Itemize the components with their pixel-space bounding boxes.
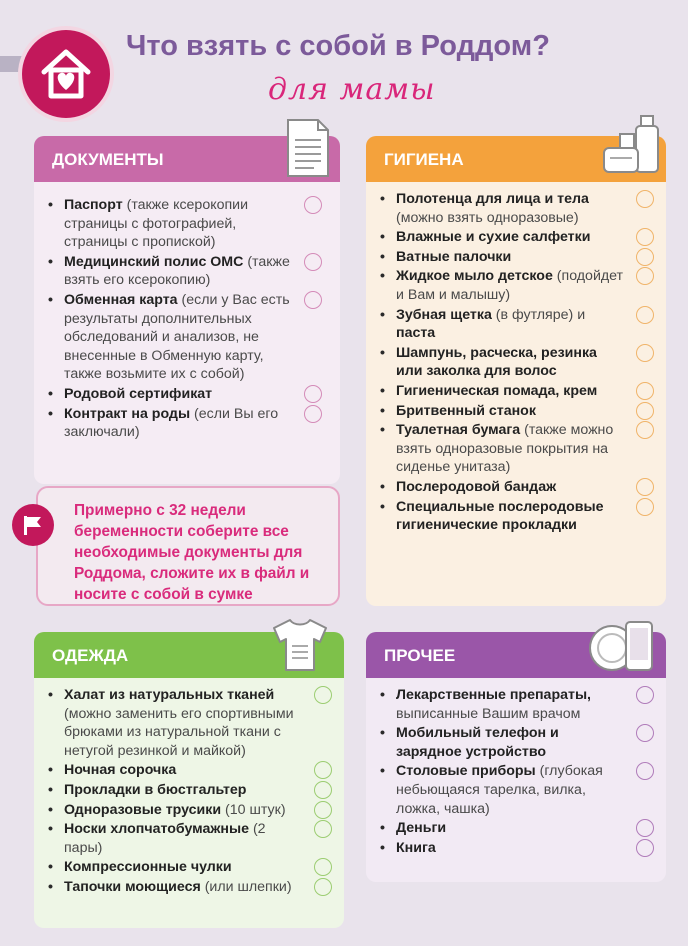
checkbox-circle[interactable] (304, 291, 322, 309)
checkbox-circle[interactable] (636, 248, 654, 266)
section-title: ГИГИЕНА (366, 136, 666, 182)
item-label: Носки хлопчатобумажные (64, 821, 249, 838)
item-label: Компрессионные чулки (64, 859, 232, 876)
checklist-item (366, 306, 666, 343)
other-list (366, 686, 666, 858)
item-label: Влажные и сухие салфетки (396, 229, 591, 246)
checkbox-circle[interactable] (314, 820, 332, 838)
checklist-item (34, 858, 344, 877)
checkbox-circle[interactable] (314, 686, 332, 704)
toiletries-icon (600, 112, 664, 176)
section-hygiene (366, 136, 666, 606)
item-label: Книга (396, 839, 436, 856)
item-note: (или шлепки) (200, 878, 292, 895)
house-heart-icon (36, 44, 96, 104)
item-label: Зубная щетка (396, 306, 492, 323)
checklist-item (34, 196, 334, 252)
checklist-item (366, 686, 666, 723)
checklist-item (366, 762, 666, 818)
phone-plate-icon (588, 618, 660, 676)
checkbox-circle[interactable] (636, 344, 654, 362)
checkbox-circle[interactable] (636, 839, 654, 857)
reminder-note: Примерно с 32 недели беременности соберите все необходимые документы для Роддома, сложите их в файл и носите с собой в сумке (36, 486, 340, 606)
item-label-extra: паста (396, 325, 436, 342)
checkbox-circle[interactable] (636, 819, 654, 837)
checkbox-circle[interactable] (636, 724, 654, 742)
item-label: Халат из натуральных тканей (64, 687, 275, 703)
clothes-list (34, 686, 344, 898)
checklist-item (34, 761, 344, 780)
checkbox-circle[interactable] (314, 858, 332, 876)
checkbox-circle[interactable] (636, 382, 654, 400)
item-label: Контракт на роды (64, 405, 191, 422)
checkbox-circle[interactable] (636, 306, 654, 324)
checkbox-circle[interactable] (636, 686, 654, 704)
item-label: Специальные послеродовые гигиенические прокладки (396, 498, 604, 534)
documents-list (34, 196, 340, 443)
item-note: (если у Вас есть результаты дополнительных обследований и анализов, не внесенные в Обменную карту, также возьмите их с собой) (64, 291, 290, 383)
checkbox-circle[interactable] (314, 878, 332, 896)
checkbox-circle[interactable] (314, 801, 332, 819)
checklist-item (34, 291, 334, 384)
tshirt-icon (268, 616, 332, 674)
item-note: (10 штук) (221, 801, 286, 818)
checkbox-circle[interactable] (636, 228, 654, 246)
checkbox-circle[interactable] (636, 402, 654, 420)
checklist-item (366, 478, 666, 497)
checkbox-circle[interactable] (636, 421, 654, 439)
item-label: Лекарственные препараты, (396, 687, 592, 703)
checkbox-circle[interactable] (636, 267, 654, 285)
checklist-item (366, 819, 666, 838)
document-icon (284, 118, 332, 178)
page-subtitle: для мамы (268, 72, 436, 107)
item-label: Тапочки моющиеся (64, 878, 201, 895)
item-note: (также ксерокопии страницы с фотографией, страницы с пропиской) (64, 197, 249, 251)
hygiene-list (366, 190, 666, 536)
item-label: Полотенца для лица и тела (396, 191, 589, 207)
item-label: Обменная карта (64, 291, 178, 308)
item-note: (глубокая небьющаяся тарелка, вилка, ложка, чашка) (396, 763, 603, 817)
checklist-item (366, 402, 666, 421)
checklist-item (34, 801, 344, 820)
checkbox-circle[interactable] (636, 190, 654, 208)
item-label: Мобильный телефон и зарядное устройство (396, 725, 559, 760)
checkbox-circle[interactable] (304, 253, 322, 271)
item-note: (в футляре) и (491, 306, 586, 323)
item-note: (можно заменить его спортивными брюками из натуральной ткани с нетугой резинкой и майкой) (64, 705, 294, 759)
checklist-item (34, 253, 334, 290)
flag-badge (12, 504, 54, 546)
logo (22, 30, 110, 118)
item-label: Ватные палочки (396, 248, 512, 265)
section-title: ДОКУМЕНТЫ (34, 136, 340, 182)
item-note: (если Вы его заключали) (64, 405, 279, 441)
checkbox-circle[interactable] (304, 385, 322, 403)
item-note: (подойдет и Вам и малышу) (396, 268, 624, 303)
checklist-item (366, 190, 666, 227)
page-title: Что взять с собой в Роддом? (126, 30, 550, 62)
checklist-item (366, 498, 666, 535)
item-label: Медицинский полис ОМС (64, 253, 244, 270)
item-label: Паспорт (64, 197, 123, 213)
item-label: Ночная сорочка (64, 762, 177, 779)
checkbox-circle[interactable] (636, 498, 654, 516)
checkbox-circle[interactable] (636, 762, 654, 780)
checklist-item (366, 344, 666, 381)
item-label: Одноразовые трусики (64, 801, 222, 818)
flag-icon (21, 513, 45, 537)
checkbox-circle[interactable] (304, 196, 322, 214)
item-label: Прокладки в бюстгальтер (64, 781, 247, 798)
item-note: (2 пары) (64, 821, 266, 856)
checkbox-circle[interactable] (636, 478, 654, 496)
checklist-item (366, 248, 666, 267)
section-clothes (34, 632, 344, 928)
section-other (366, 632, 666, 882)
item-label: Послеродовой бандаж (396, 478, 557, 495)
checklist-item (366, 228, 666, 247)
item-label: Деньги (396, 820, 447, 837)
checklist-item (366, 421, 666, 477)
item-note: (также взять его ксерокопию) (64, 253, 290, 289)
section-documents (34, 136, 340, 484)
checkbox-circle[interactable] (314, 781, 332, 799)
item-label: Столовые приборы (396, 763, 536, 780)
item-label: Бритвенный станок (396, 402, 536, 419)
checklist-item (34, 686, 344, 760)
item-label: Туалетная бумага (396, 422, 521, 439)
item-label: Гигиеническая помада, крем (396, 382, 598, 399)
checklist-item (34, 385, 334, 404)
section-title: ПРОЧЕЕ (366, 632, 666, 678)
section-title: ОДЕЖДА (34, 632, 344, 678)
item-label: Родовой сертификат (64, 385, 213, 402)
checkbox-circle[interactable] (304, 405, 322, 423)
checklist-item (34, 878, 344, 897)
checklist-item (34, 820, 344, 857)
item-note: (можно взять одноразовые) (396, 209, 579, 226)
checkbox-circle[interactable] (314, 761, 332, 779)
item-label: Жидкое мыло детское (396, 268, 553, 285)
item-note: выписанные Вашим врачом (396, 705, 581, 722)
item-label: Шампунь, расческа, резинка или заколка для волос (396, 344, 597, 380)
checklist-item (366, 267, 666, 304)
checklist-item (366, 724, 666, 761)
checklist-item (34, 405, 334, 442)
checklist-item (366, 382, 666, 401)
checklist-item (366, 839, 666, 858)
item-note: (также можно взять одноразовые покрытия на сиденье унитаза) (396, 422, 614, 476)
checklist-item (34, 781, 344, 800)
